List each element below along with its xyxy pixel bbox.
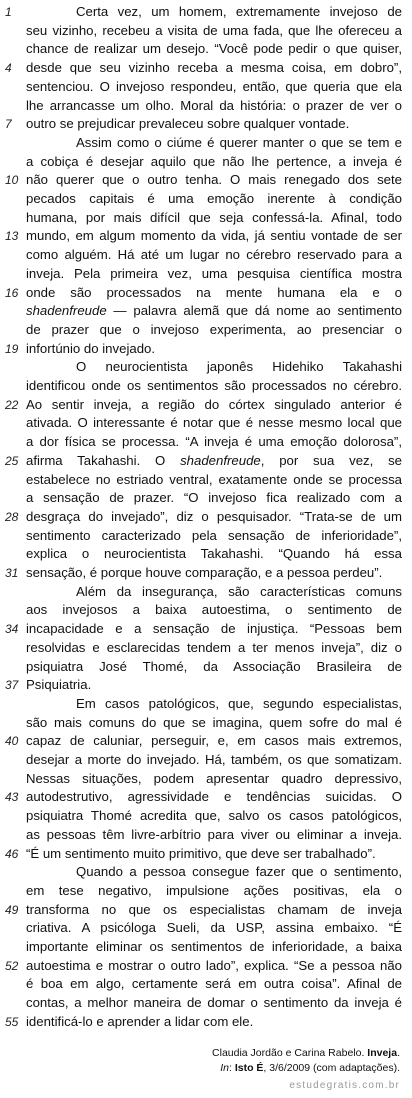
text-line: “É um sentimento muito primitivo, que deve ser trabalhado”. [26, 845, 376, 861]
text-line: sentimento caracterizado pela sensação de inferioridade”, [26, 527, 402, 543]
line-number: 13 [5, 229, 19, 244]
line-number: 7 [5, 117, 12, 132]
line-number: 43 [5, 790, 19, 805]
text-line: outro se prejudicar prevaleceu sobre qualquer vontade. [26, 116, 350, 132]
line-number: 4 [5, 61, 12, 76]
text-line: identificá-lo e aprender a lidar com ele. [26, 1013, 254, 1029]
text-line: inveja. Pela primeira vez, uma pesquisa científica mostra [26, 265, 402, 281]
line-number: 46 [5, 846, 19, 861]
text-line: identificou onde os sentimentos são processados no cérebro. [26, 378, 402, 393]
text-line: lhe arrancasse um olho. Moral da história: o prazer de ver o [26, 97, 402, 113]
text-line: contas, a melhor maneira de domar o sentimento da inveja é [26, 995, 402, 1011]
text-line: psiquiatra Thomé acredita que, salvo os casos patológicos, [26, 808, 402, 824]
text-line: Quando a pessoa consegue fazer que o sentimento, [76, 864, 402, 880]
text-line: transforma no que os especialistas chamam de inveja [26, 901, 402, 917]
text-line: estabelece no estriado ventral, exatamente onde se processa [26, 471, 402, 487]
text-line: em tese negativo, impulsione ações positivas, ela o [26, 882, 402, 898]
source-details: , 3/6/2009 (com adaptações). [263, 1062, 400, 1074]
line-number: 16 [5, 285, 19, 300]
line-number: 28 [5, 509, 19, 524]
text-line: desgraça do invejado”, diz o pesquisador. “Trata-se de um [26, 508, 402, 524]
text-line: Em casos patológicos, que, segundo especialistas, [76, 695, 402, 711]
text-line: autoestima e mostrar o outro lado”, explica. “Se a pessoa não [26, 957, 402, 973]
text-line: a dor física se processa. “A inveja é uma emoção dolorosa”, [26, 434, 402, 450]
text-line: shadenfreude — palavra alemã que dá nome ao sentimento [26, 303, 402, 319]
line-number: 40 [5, 734, 19, 749]
text-line: Psiquiatria. [26, 677, 92, 693]
text-line: desejar a morte do invejado. Há, também, os que somatizam. [26, 752, 402, 767]
source-citation-line-2: In: Isto É, 3/6/2009 (com adaptações). [220, 1062, 400, 1074]
text-line: sensação, é porque houve comparação, e a pessoa perdeu”. [26, 565, 383, 580]
line-number: 55 [5, 1014, 19, 1029]
line-number: 37 [5, 678, 19, 693]
text-line: é boa em algo, certamente será em outra coisa”. Afinal de [26, 976, 402, 992]
text-line: Nessas situações, podem apresentar quadro depressivo, [26, 770, 402, 786]
text-line: infortúnio do invejado. [26, 340, 156, 356]
text-line: importante eliminar os sentimentos de inferioridade, a baixa [26, 939, 402, 954]
text-line: não querer que o outro tenha. O mais renegado dos sete [26, 172, 402, 188]
text-line: onde são processados na mente humana ela e o [26, 284, 402, 300]
text-line: autodestrutivo, agressividade e tendências suicidas. O [26, 789, 402, 805]
text-line: de prazer que o invejoso experimenta, ao presenciar o [26, 321, 402, 337]
source-in-label: In [220, 1062, 229, 1074]
line-number: 19 [5, 341, 19, 356]
line-number: 52 [5, 958, 19, 973]
text-line: Além da insegurança, são características comuns [76, 583, 402, 599]
line-number: 22 [5, 397, 19, 412]
text-line: capaz de caluniar, perseguir, e, em casos mais extremos, [26, 733, 402, 749]
line-number: 49 [5, 902, 19, 917]
text-line: sentenciou. O invejoso respondeu, então, que queria que ela [26, 78, 402, 94]
text-line: Certa vez, um homem, extremamente invejoso de [76, 4, 402, 19]
text-line: Ao sentir inveja, a região do córtex singulado anterior é [26, 396, 402, 412]
line-number: 31 [5, 566, 19, 580]
line-number: 25 [5, 453, 19, 468]
text-line: a cobiça é desejar aquilo que não lhe pertence, a inveja é [26, 153, 402, 169]
watermark: estudegratis.com.br [289, 1080, 400, 1091]
text-line: criativa. A psicóloga Sueli, da USP, assina embaixo. “É [26, 920, 402, 936]
text-line: mundo, em algum momento da vida, já sentiu vontade de ser [26, 228, 402, 244]
line-number: 10 [5, 173, 19, 188]
text-line: como alguém. Há até um lugar no cérebro reservado para a [26, 247, 402, 263]
text-line: psiquiatra José Thomé, da Associação Brasileira de [26, 658, 402, 674]
text-line: explica o neurocientista Takahashi. “Quando há essa [26, 546, 402, 562]
text-line: são mais comuns do que se imagina, quem sofre do mal é [26, 714, 402, 730]
line-number: 1 [5, 5, 12, 19]
source-title: Inveja [367, 1047, 398, 1059]
source-publication: Isto É [234, 1062, 264, 1074]
text-line: incapacidade e a sensação de injustiça. “Pessoas bem [26, 621, 402, 637]
text-line: seu vizinho, recebeu a visita de uma fada, que lhe ofereceu a [26, 22, 402, 38]
text-line: resolvidas e esclarecidas tendem a ter menos inveja”, diz o [26, 639, 402, 655]
text-line: aos invejosos a baixa autoestima, o sentimento de [26, 602, 402, 618]
text-line: desde que seu vizinho receba a mesma coisa, em dobro”, [26, 60, 402, 76]
text-line: as pessoas têm livre-arbítrio para viver ou eliminar a inveja. [26, 826, 402, 842]
text-line: afirma Takahashi. O shadenfreude, por sua vez, se [26, 452, 402, 468]
source-citation-line-1: Claudia Jordão e Carina Rabelo. Inveja. [212, 1047, 400, 1059]
line-number: 34 [5, 622, 19, 637]
text-line: ativada. O interessante é notar que é nesse mesmo local que [26, 415, 402, 431]
text-line: humana, por mais difícil que seja confessá-la. Afinal, todo [26, 209, 402, 225]
source-authors: Claudia Jordão e Carina Rabelo. [212, 1047, 365, 1059]
text-line: pecados capitais é uma emoção inerente à condição [26, 191, 402, 206]
text-line: a sensação de prazer. “O invejoso fica realizado com a [26, 490, 402, 506]
text-line: O neurocientista japonês Hidehiko Takahashi [76, 359, 402, 375]
text-line: chance de realizar um desejo. “Você pode pedir o que quiser, [26, 41, 402, 57]
text-line: Assim como o ciúme é querer manter o que se tem e [76, 134, 402, 150]
